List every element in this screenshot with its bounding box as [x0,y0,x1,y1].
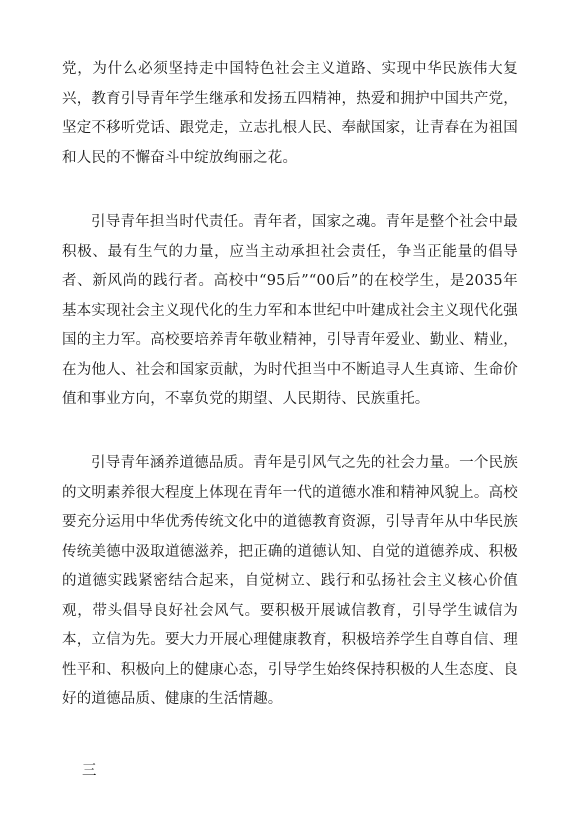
paragraph-youth-responsibility: 引导青年担当时代责任。青年者，国家之魂。青年是整个社会中最积极、最有生气的力量，应当主动承担社会责任，争当正能量的倡导者、新风尚的践行者。高校中“95后”“00后”的在校学生，是2035年基本实现社会主义现代化的生力军和本世纪中叶建成社会主义现代化强国的主力军。高校要培养青年敬业精神，引导青年爱业、勤业、精业，在为他人、社会和国家贡献，为时代担当中不断追寻人生真谛、生命价值和事业方向，不辜负党的期望、人民期待、民族重托。 [62,214,518,407]
paragraph-youth-morality: 引导青年涵养道德品质。青年是引风气之先的社会力量。一个民族的文明素养很大程度上体现在青年一代的道德水准和精神风貌上。高校要充分运用中华优秀传统文化中的道德教育资源，引导青年从中华民族传统美德中汲取道德滋养，把正确的道德认知、自觉的道德养成、积极的道德实践紧密结合起来，自觉树立、践行和弘扬社会主义核心价值观，带头倡导良好社会风气。要积极开展诚信教育，引导学生诚信为本，立信为先。要大力开展心理健康教育，积极培养学生自尊自信、理性平和、积极向上的健康心态，引导学生始终保持积极的人生态度、良好的道德品质、健康的生活情趣。 [62,455,518,707]
paragraph-continuation: 党，为什么必须坚持走中国特色社会主义道路、实现中华民族伟大复兴，教育引导青年学生继承和发扬五四精神，热爱和拥护中国共产党，坚定不移听党话、跟党走，立志扎根人民、奉献国家，让青春在为祖国和人民的不懈奋斗中绽放绚丽之花。 [62,61,518,166]
section-heading-number: 三 [82,763,97,779]
